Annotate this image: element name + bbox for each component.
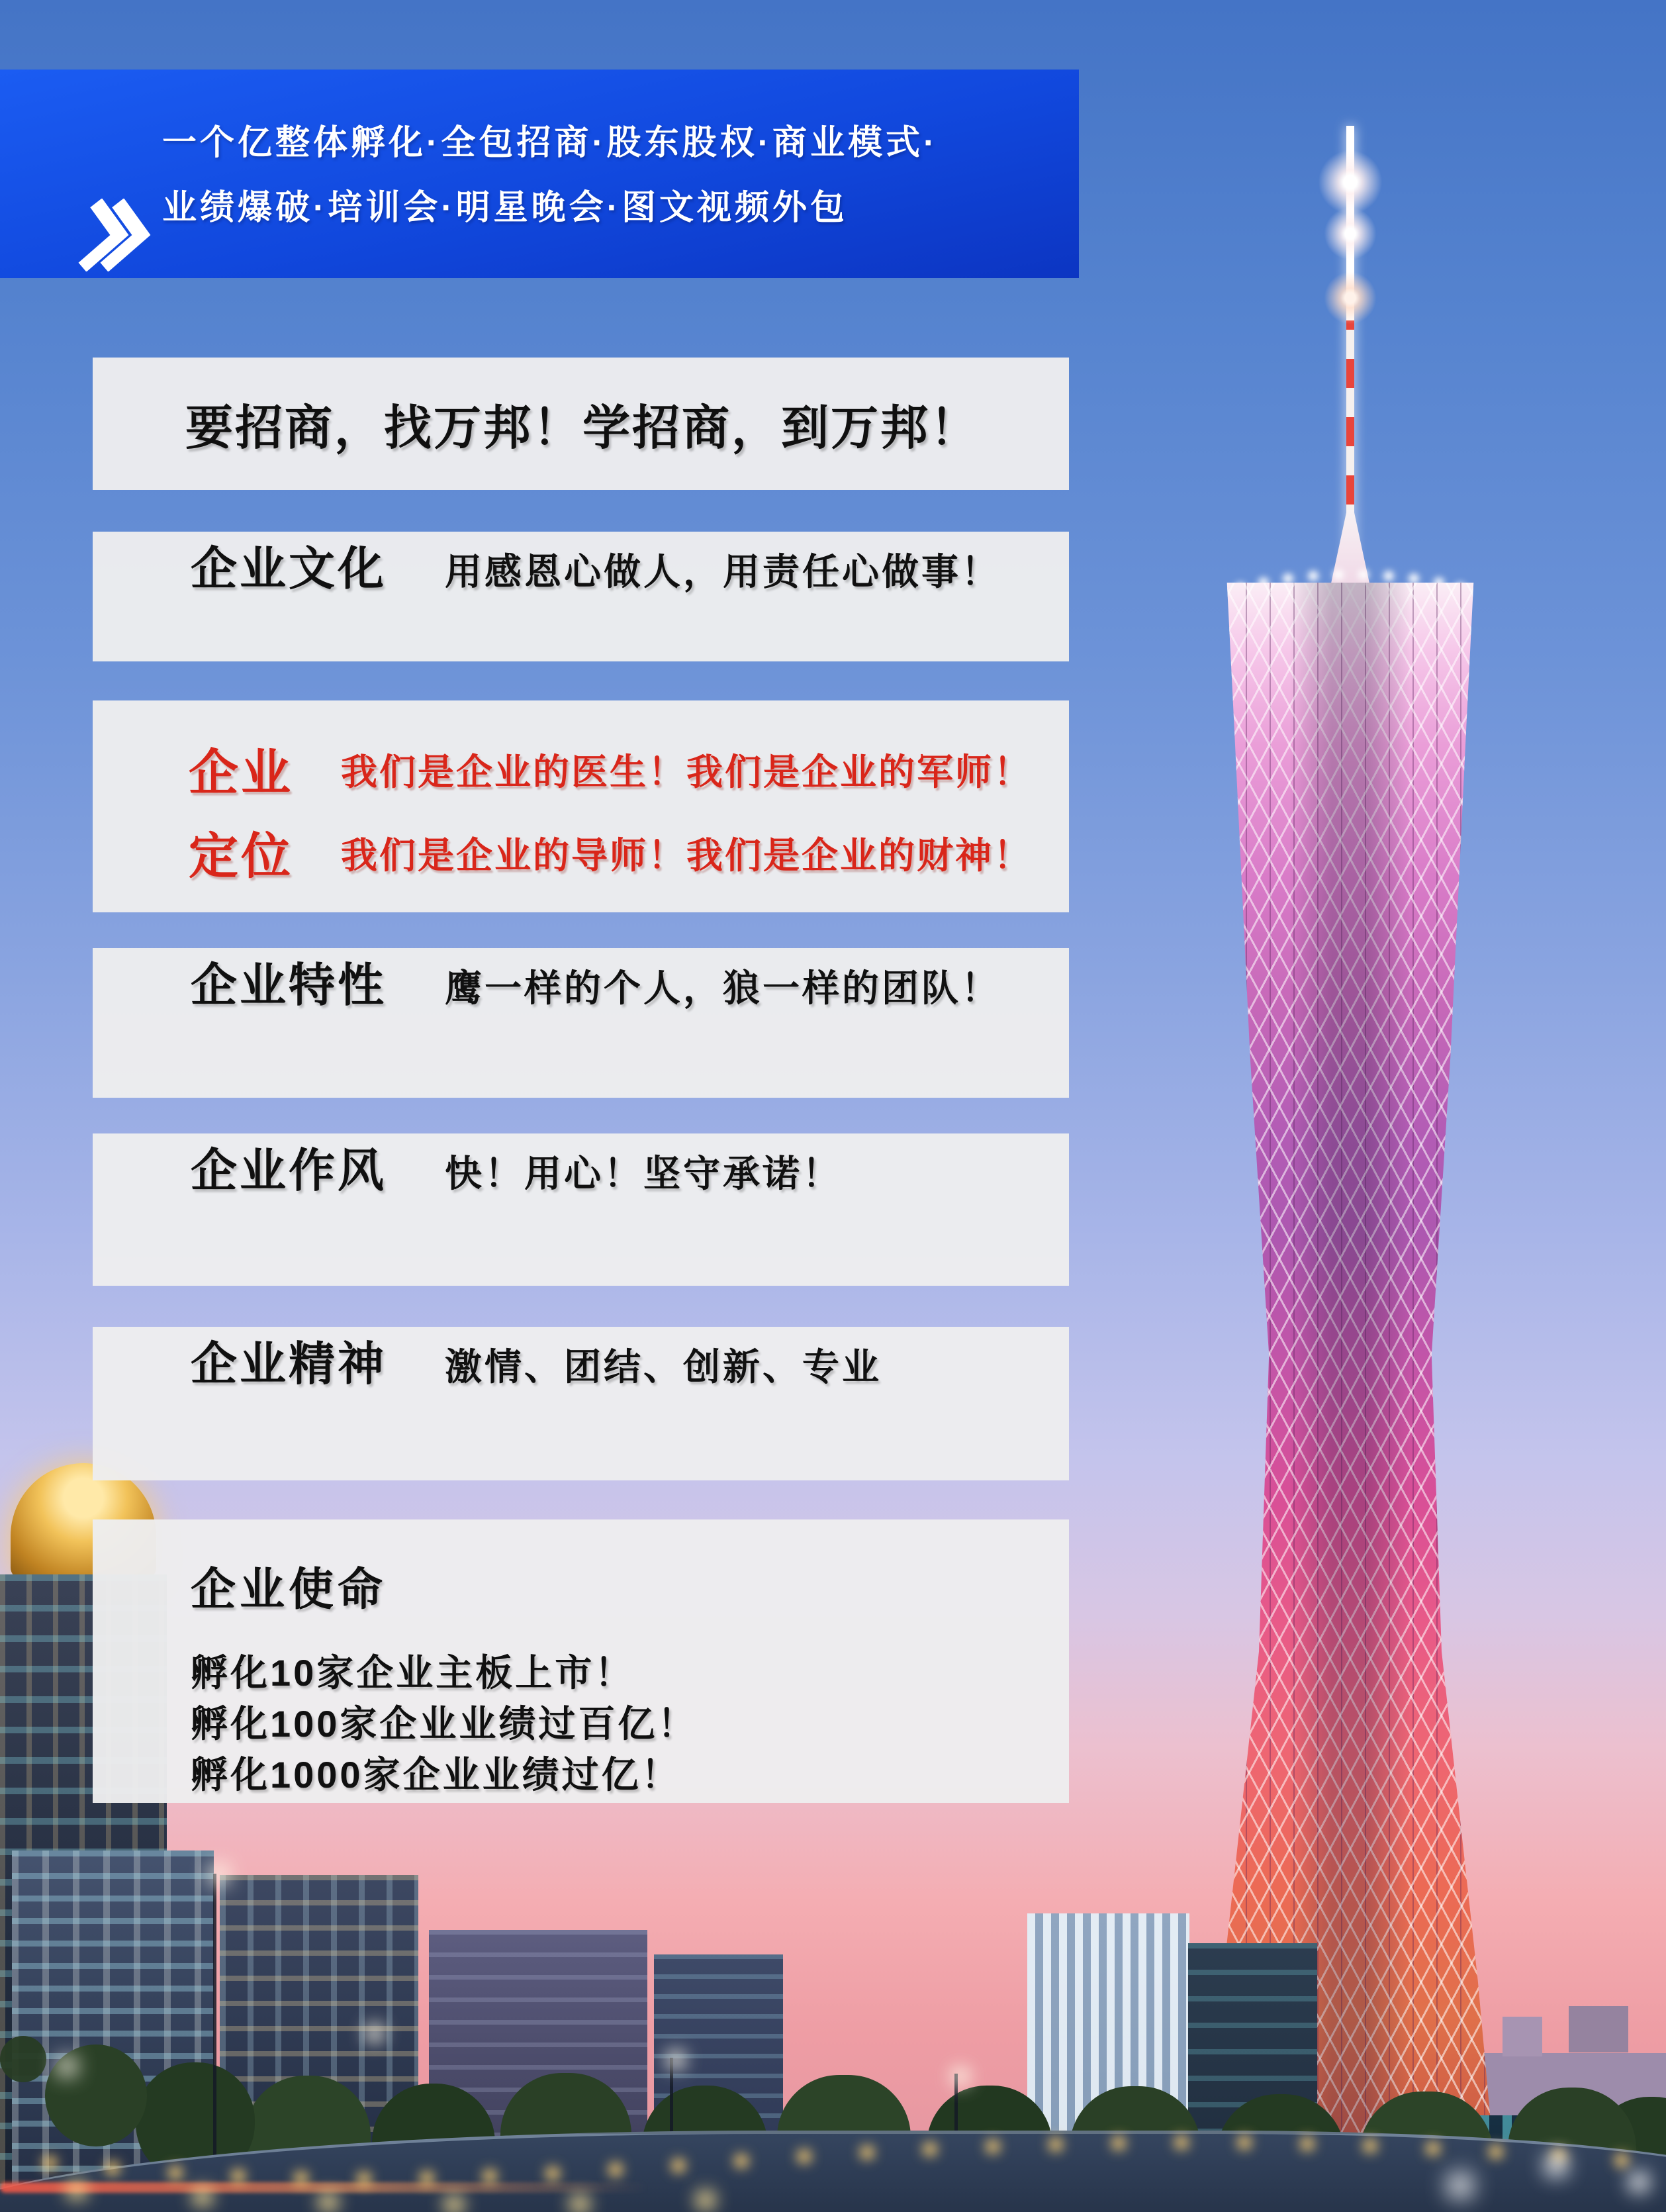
street-light-pole (213, 1874, 216, 2178)
slogan-text: 要招商，找万邦！学招商，到万邦！ (185, 402, 980, 455)
mission-box (93, 1519, 1069, 1803)
spirit-subtitle: 激情、团结、创新、专业 (445, 1346, 882, 1388)
positioning-box (93, 700, 1069, 912)
spirit-title: 企业精神 (191, 1338, 387, 1390)
mission-line: 孵化100家企业业绩过百亿！ (191, 1703, 698, 1745)
culture-subtitle: 用感恩心做人，用责任心做事！ (445, 551, 1001, 593)
mission-line: 孵化10家企业主板上市！ (191, 1652, 635, 1694)
banner-line-1: 一个亿整体孵化·全包招商·股东股权·商业模式· (162, 124, 939, 162)
positioning-line-2: 我们是企业的导师！我们是企业的财神！ (341, 834, 1033, 876)
traits-subtitle: 鹰一样的个人，狼一样的团队！ (445, 967, 1001, 1009)
culture-title: 企业文化 (191, 543, 387, 595)
style-title: 企业作风 (191, 1145, 387, 1196)
traits-box (93, 948, 1069, 1098)
antenna-light-icon (1320, 268, 1380, 328)
positioning-label-1: 企业 (189, 744, 294, 800)
traits-title: 企业特性 (191, 959, 387, 1011)
banner-text (162, 111, 938, 240)
tower-spire-base (1329, 510, 1371, 593)
positioning-label-2: 定位 (189, 828, 294, 884)
header-banner (0, 70, 1079, 278)
tree-line (0, 2036, 46, 2082)
mission-title: 企业使命 (191, 1564, 387, 1615)
antenna-light-icon (1320, 204, 1380, 264)
mission-line: 孵化1000家企业业绩过亿！ (191, 1754, 681, 1796)
banner-line-2: 业绩爆破·培训会·明星晚会·图文视频外包 (162, 189, 848, 227)
tower-crown-lights (1198, 119, 1203, 124)
positioning-line-1: 我们是企业的医生！我们是企业的军师！ (341, 751, 1033, 793)
slogan-box (93, 358, 1069, 490)
style-subtitle: 快！用心！坚守承诺！ (445, 1153, 842, 1194)
lamp-glow (0, 0, 8, 8)
mission-lines (191, 1647, 1069, 1800)
spirit-box (93, 1327, 1069, 1480)
double-chevron-right-icon (66, 199, 160, 271)
canton-tower (1198, 119, 1503, 2212)
traffic-light-trail (0, 2182, 649, 2193)
culture-box (93, 532, 1069, 661)
style-box (93, 1133, 1069, 1286)
